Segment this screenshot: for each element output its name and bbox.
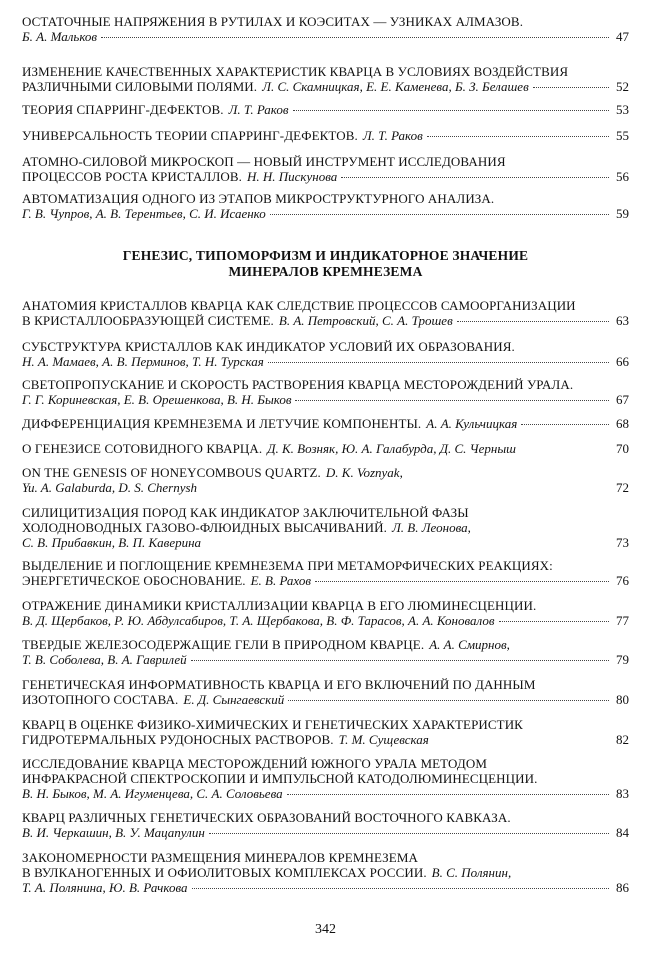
entry-page-number: 77	[616, 613, 629, 628]
entry-authors: Т. В. Соболева, В. А. Гаврилей	[22, 652, 187, 667]
leader-dots	[192, 888, 609, 889]
toc-entry-line	[22, 771, 629, 786]
entry-authors: В. С. Полянин,	[431, 865, 512, 880]
toc-entry	[22, 505, 629, 550]
entry-page-number: 76	[616, 573, 629, 588]
entry-title: В ВУЛКАНОГЕННЫХ И ОФИОЛИТОВЫХ КОМПЛЕКСАХ РОССИИ.	[22, 865, 427, 880]
toc-entry-line	[22, 732, 629, 747]
entry-authors: Л. Т. Раков	[362, 128, 423, 143]
entry-authors: Е. Д. Сынгаевский	[183, 692, 285, 707]
toc-entry-line	[22, 810, 629, 825]
entry-title: КВАРЦ РАЗЛИЧНЫХ ГЕНЕТИЧЕСКИХ ОБРАЗОВАНИЙ ВОСТОЧНОГО КАВКАЗА.	[22, 810, 511, 825]
entry-page-number: 52	[616, 79, 629, 94]
entry-title: ИЗОТОПНОГО СОСТАВА.	[22, 692, 179, 707]
leader-dots	[521, 424, 609, 425]
entry-title: ИЗМЕНЕНИЕ КАЧЕСТВЕННЫХ ХАРАКТЕРИСТИК КВАРЦА В УСЛОВИЯХ ВОЗДЕЙСТВИЯ	[22, 64, 569, 79]
section-title-line-2: МИНЕРАЛОВ КРЕМНЕЗЕМА	[228, 264, 423, 279]
toc-entry-line	[22, 613, 629, 628]
toc-entry-line	[22, 637, 629, 652]
toc-entry-line	[22, 441, 629, 456]
page-number: 342	[315, 922, 336, 937]
toc-entry-line	[22, 756, 629, 771]
entry-page-number: 47	[616, 29, 629, 44]
entry-authors: Е. В. Рахов	[250, 573, 312, 588]
entry-page-number: 63	[616, 313, 629, 328]
leader-dots	[270, 214, 609, 215]
entry-authors: С. В. Прибавкин, В. П. Каверина	[22, 535, 202, 550]
toc-entry	[22, 558, 629, 588]
toc-entry-line	[22, 598, 629, 613]
entry-page-number: 80	[616, 692, 629, 707]
entry-title: ИССЛЕДОВАНИЕ КВАРЦА МЕСТОРОЖДЕНИЙ ЮЖНОГО УРАЛА МЕТОДОМ	[22, 756, 487, 771]
toc-entry-line	[22, 14, 629, 29]
leader-dots	[287, 794, 609, 795]
entry-authors: А. А. Кульчицкая	[426, 416, 518, 431]
toc-entry	[22, 128, 629, 143]
entry-title: ВЫДЕЛЕНИЕ И ПОГЛОЩЕНИЕ КРЕМНЕЗЕМА ПРИ МЕТАМОРФИЧЕСКИХ РЕАКЦИЯХ:	[22, 558, 553, 573]
entry-authors: Л. Т. Раков	[228, 102, 289, 117]
leader-dots	[457, 321, 609, 322]
entry-title: ИНФРАКРАСНОЙ СПЕКТРОСКОПИИ И ИМПУЛЬСНОЙ КАТОДОЛЮМИНЕСЦЕНЦИИ.	[22, 771, 538, 786]
entry-page-number: 73	[616, 535, 629, 550]
toc-entry-line	[22, 677, 629, 692]
toc-entry-line	[22, 573, 629, 588]
entry-title: ДИФФЕРЕНЦИАЦИЯ КРЕМНЕЗЕМА И ЛЕТУЧИЕ КОМПОНЕНТЫ.	[22, 416, 422, 431]
entry-page-number: 56	[616, 169, 629, 184]
toc-entry-line	[22, 64, 629, 79]
toc-entry-line	[22, 102, 629, 117]
toc-entry	[22, 441, 629, 456]
toc-entry	[22, 298, 629, 328]
toc-entry-line	[22, 191, 629, 206]
toc-entry	[22, 102, 629, 117]
entry-page-number: 55	[616, 128, 629, 143]
leader-dots	[209, 833, 609, 834]
leader-dots	[533, 87, 609, 88]
entry-authors: Т. М. Сущевская	[338, 732, 429, 747]
entry-title: АНАТОМИЯ КРИСТАЛЛОВ КВАРЦА КАК СЛЕДСТВИЕ ПРОЦЕССОВ САМООРГАНИЗАЦИИ	[22, 298, 576, 313]
entry-authors: D. K. Voznyak,	[325, 465, 403, 480]
toc-entry-line	[22, 825, 629, 840]
toc-entry-line	[22, 786, 629, 801]
entry-authors: Yu. A. Galaburda, D. S. Chernysh	[22, 480, 198, 495]
toc-entry	[22, 64, 629, 94]
leader-dots	[341, 177, 609, 178]
toc-entry-line	[22, 535, 629, 550]
entry-authors: В. Д. Щербаков, Р. Ю. Абдулсабиров, Т. А. Щербакова, В. Ф. Тарасов, А. А. Коновалов	[22, 613, 495, 628]
toc-entry-line	[22, 313, 629, 328]
leader-dots	[499, 621, 609, 622]
entry-title: СИЛИЦИТИЗАЦИЯ ПОРОД КАК ИНДИКАТОР ЗАКЛЮЧИТЕЛЬНОЙ ФАЗЫ	[22, 505, 469, 520]
entry-title: ОСТАТОЧНЫЕ НАПРЯЖЕНИЯ В РУТИЛАХ И КОЭСИТАХ — УЗНИКАХ АЛМАЗОВ.	[22, 14, 524, 29]
toc-entry-line	[22, 206, 629, 221]
toc-entry	[22, 14, 629, 44]
toc-entry-line	[22, 416, 629, 431]
entry-page-number: 59	[616, 206, 629, 221]
toc-entry-line	[22, 505, 629, 520]
toc-entry	[22, 677, 629, 707]
entry-title: ГЕНЕТИЧЕСКАЯ ИНФОРМАТИВНОСТЬ КВАРЦА И ЕГО ВКЛЮЧЕНИЙ ПО ДАННЫМ	[22, 677, 536, 692]
entry-authors: Н. А. Мамаев, А. В. Перминов, Т. Н. Турская	[22, 354, 264, 369]
entry-title: ТВЕРДЫЕ ЖЕЛЕЗОСОДЕРЖАЩИЕ ГЕЛИ В ПРИРОДНОМ КВАРЦЕ.	[22, 637, 425, 652]
entry-title: ЭНЕРГЕТИЧЕСКОЕ ОБОСНОВАНИЕ.	[22, 573, 246, 588]
entry-title: ПРОЦЕССОВ РОСТА КРИСТАЛЛОВ.	[22, 169, 242, 184]
toc-entry	[22, 810, 629, 840]
toc-entry-line	[22, 29, 629, 44]
toc-entry	[22, 717, 629, 747]
entry-title: О ГЕНЕЗИСЕ СОТОВИДНОГО КВАРЦА.	[22, 441, 263, 456]
entry-title: РАЗЛИЧНЫМИ СИЛОВЫМИ ПОЛЯМИ.	[22, 79, 258, 94]
entry-authors: Г. Г. Кориневская, Е. В. Орешенкова, В. Н. Быков	[22, 392, 292, 407]
entry-authors: Д. К. Возняк, Ю. А. Галабурда, Д. С. Черныш	[267, 441, 516, 456]
entry-page-number: 83	[616, 786, 629, 801]
entry-authors: Т. А. Полянина, Ю. В. Рачкова	[22, 880, 188, 895]
toc-entry	[22, 756, 629, 801]
entry-title: АТОМНО-СИЛОВОЙ МИКРОСКОП — НОВЫЙ ИНСТРУМЕНТ ИССЛЕДОВАНИЯ	[22, 154, 506, 169]
toc-entry	[22, 416, 629, 431]
entry-authors: А. А. Смирнов,	[429, 637, 510, 652]
toc-entry	[22, 850, 629, 895]
toc-entry-line	[22, 865, 629, 880]
entry-authors: Г. В. Чупров, А. В. Терентьев, С. И. Исаенко	[22, 206, 266, 221]
toc-entry-line	[22, 354, 629, 369]
entry-title: ТЕОРИЯ СПАРРИНГ-ДЕФЕКТОВ.	[22, 102, 224, 117]
toc-entry	[22, 465, 629, 495]
entry-page-number: 70	[616, 441, 629, 456]
entry-page-number: 66	[616, 354, 629, 369]
leader-dots	[315, 581, 609, 582]
toc-entry	[22, 191, 629, 221]
toc-entry	[22, 598, 629, 628]
entry-page-number: 79	[616, 652, 629, 667]
entry-title: В КРИСТАЛЛООБРАЗУЮЩЕЙ СИСТЕМЕ.	[22, 313, 274, 328]
toc-entry-line	[22, 880, 629, 895]
leader-dots	[288, 700, 609, 701]
toc-entry-line	[22, 692, 629, 707]
entry-authors: Б. А. Мальков	[22, 29, 98, 44]
entry-title: СУБСТРУКТУРА КРИСТАЛЛОВ КАК ИНДИКАТОР УСЛОВИЙ ИХ ОБРАЗОВАНИЯ.	[22, 339, 515, 354]
toc-entry-line	[22, 79, 629, 94]
entry-page-number: 67	[616, 392, 629, 407]
entry-authors: В. И. Черкашин, В. У. Мацапулин	[22, 825, 205, 840]
toc-entry-line	[22, 850, 629, 865]
toc-entry-line	[22, 652, 629, 667]
entry-title: КВАРЦ В ОЦЕНКЕ ФИЗИКО-ХИМИЧЕСКИХ И ГЕНЕТИЧЕСКИХ ХАРАКТЕРИСТИК	[22, 717, 523, 732]
entry-page-number: 72	[616, 480, 629, 495]
entry-page-number: 86	[616, 880, 629, 895]
entry-authors: Л. В. Леонова,	[392, 520, 471, 535]
toc-entry-line	[22, 298, 629, 313]
entry-authors: В. Н. Быков, М. А. Игуменцева, С. А. Соловьева	[22, 786, 283, 801]
entry-title: ГИДРОТЕРМАЛЬНЫХ РУДОНОСНЫХ РАСТВОРОВ.	[22, 732, 334, 747]
entry-title: СВЕТОПРОПУСКАНИЕ И СКОРОСТЬ РАСТВОРЕНИЯ КВАРЦА МЕСТОРОЖДЕНИЙ УРАЛА.	[22, 377, 574, 392]
toc-entry	[22, 637, 629, 667]
leader-dots	[268, 362, 609, 363]
toc-entry-line	[22, 392, 629, 407]
leader-dots	[295, 400, 609, 401]
toc-entry-line	[22, 480, 629, 495]
entry-title: АВТОМАТИЗАЦИЯ ОДНОГО ИЗ ЭТАПОВ МИКРОСТРУКТУРНОГО АНАЛИЗА.	[22, 191, 495, 206]
leader-dots	[293, 110, 610, 111]
toc-entry-line	[22, 717, 629, 732]
section-title-line-1: ГЕНЕЗИС, ТИПОМОРФИЗМ И ИНДИКАТОРНОЕ ЗНАЧЕНИЕ	[122, 248, 529, 263]
toc-entry-line	[22, 465, 629, 480]
entry-page-number: 84	[616, 825, 629, 840]
entry-authors: В. А. Петровский, С. А. Трошев	[278, 313, 453, 328]
toc-entry	[22, 154, 629, 184]
toc-entry-line	[22, 154, 629, 169]
entry-authors: Н. Н. Пискунова	[246, 169, 338, 184]
leader-dots	[191, 660, 609, 661]
toc-entry-line	[22, 520, 629, 535]
toc-entry-line	[22, 377, 629, 392]
section-title	[0, 248, 651, 280]
leader-dots	[101, 37, 609, 38]
entry-page-number: 53	[616, 102, 629, 117]
entry-title: ХОЛОДНОВОДНЫХ ГАЗОВО-ФЛЮИДНЫХ ВЫСАЧИВАНИЙ.	[22, 520, 387, 535]
entry-page-number: 68	[616, 416, 629, 431]
leader-dots	[427, 136, 609, 137]
toc-entry-line	[22, 169, 629, 184]
entry-title: ЗАКОНОМЕРНОСТИ РАЗМЕЩЕНИЯ МИНЕРАЛОВ КРЕМНЕЗЕМА	[22, 850, 418, 865]
entry-title: УНИВЕРСАЛЬНОСТЬ ТЕОРИИ СПАРРИНГ-ДЕФЕКТОВ.	[22, 128, 358, 143]
toc-entry	[22, 377, 629, 407]
entry-title: ON THE GENESIS OF HONEYCOMBOUS QUARTZ.	[22, 465, 321, 480]
toc-entry	[22, 339, 629, 369]
toc-entry-line	[22, 128, 629, 143]
entry-authors: Л. С. Скамницкая, Е. Е. Каменева, Б. З. Белашев	[262, 79, 529, 94]
entry-page-number: 82	[616, 732, 629, 747]
entry-title: ОТРАЖЕНИЕ ДИНАМИКИ КРИСТАЛЛИЗАЦИИ КВАРЦА В ЕГО ЛЮМИНЕСЦЕНЦИИ.	[22, 598, 537, 613]
toc-entry-line	[22, 339, 629, 354]
toc-entry-line	[22, 558, 629, 573]
